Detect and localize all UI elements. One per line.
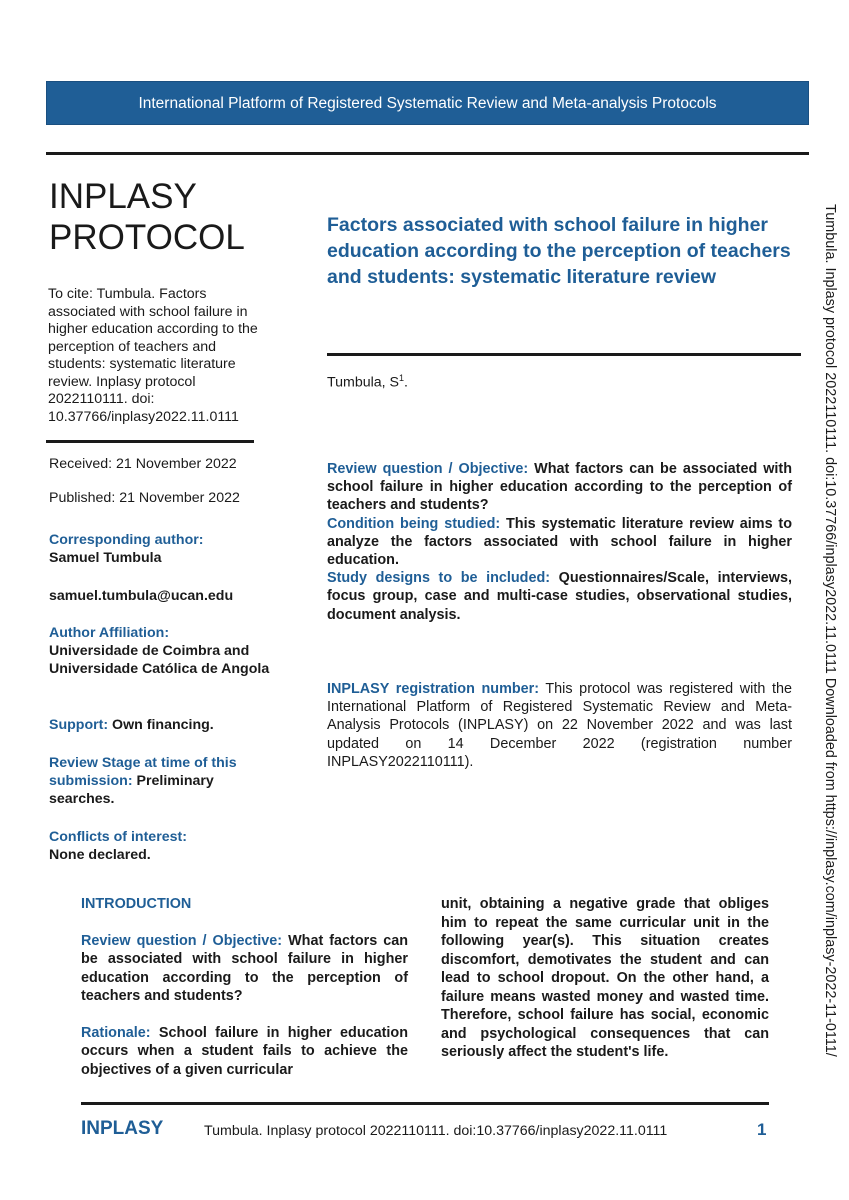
author-end: . — [404, 374, 408, 391]
logo-line-2: PROTOCOL — [49, 218, 245, 257]
summary-condition — [327, 515, 792, 570]
article-title: Factors associated with school failure in higher education according to the perception of teachers and students: systematic literature review — [327, 214, 791, 288]
support-label: Support: — [49, 717, 109, 733]
summary-condition-text: This systematic literature review aims to analyze the factors associated with school failure in higher education. — [327, 515, 792, 569]
summary-question-text: What factors can be associated with school failure in higher education according to the perception of teachers and students? — [327, 461, 793, 514]
affiliation-value: Universidade de Coimbra and Universidade Católica de Angola — [49, 643, 270, 677]
support-value: Own financing. — [108, 717, 214, 733]
review-stage-label: Review Stage at time of this submission: — [49, 755, 237, 789]
review-stage-value: Preliminary searches. — [49, 773, 214, 807]
introduction-column-right: unit, obtaining a negative grade that obliges him to repeat the same curricular unit in the following year(s). This situation creates discomfort, demotivates the student and can lead to school dropout. On the other hand, a failure means wasted money and wasted time. Therefore, school failure has social, economic and psychological consequences that can seriously affect the student's life. — [441, 896, 769, 1060]
intro-question-text: What factors can be associated with school failure in higher education according to the perception of teachers and students? — [81, 932, 409, 1004]
summary-designs — [327, 569, 792, 624]
page-number: 1 — [757, 1120, 767, 1139]
author-email[interactable]: samuel.tumbula@ucan.edu — [49, 588, 234, 604]
intro-question — [81, 932, 408, 1006]
registration-block — [327, 680, 792, 771]
author-affiliation-marker: 1 — [399, 373, 405, 383]
author-list — [327, 373, 408, 391]
summary-question — [327, 460, 792, 515]
published-date: Published: 21 November 2022 — [49, 490, 240, 506]
summary-designs-label: Study designs to be included: — [327, 570, 551, 587]
left-divider — [46, 440, 254, 443]
footer-brand: INPLASY — [81, 1118, 164, 1139]
corresponding-author-label: Corresponding author: — [49, 532, 204, 548]
journal-banner: International Platform of Registered Systematic Review and Meta-analysis Protocols — [46, 81, 809, 125]
support-block — [49, 716, 289, 734]
affiliation-label: Author Affiliation: — [49, 625, 170, 641]
registration-label: INPLASY registration number: — [327, 681, 540, 697]
top-divider — [46, 152, 809, 155]
summary-designs-text: Questionnaires/Scale, interviews, focus group, case and multi-case studies, observational studies, document analysis. — [327, 570, 792, 623]
author-name: Tumbula, S — [327, 374, 400, 391]
intro-rationale — [81, 1024, 408, 1080]
conflicts-value: None declared. — [49, 847, 151, 863]
review-stage-block — [49, 754, 271, 808]
author-affiliation-block — [49, 624, 289, 678]
footer-citation: Tumbula. Inplasy protocol 2022110111. doi:10.37766/inplasy2022.11.0111 — [204, 1123, 668, 1139]
intro-question-label: Review question / Objective: — [81, 932, 283, 949]
protocol-summary — [327, 460, 792, 624]
received-date: Received: 21 November 2022 — [49, 456, 237, 472]
citation-block: To cite: Tumbula. Factors associated with school failure in higher education according to the perception of teachers and students: systematic literature review. Inplasy protocol 2022110111. doi: 10.37766/inplasy2022.11.0111 — [48, 286, 258, 425]
conflicts-block — [49, 828, 289, 864]
corresponding-author-block — [49, 531, 289, 567]
footer-divider — [81, 1102, 769, 1105]
intro-rationale-text: School failure in higher education occurs when a student fails to achieve the objectives of a given curricular — [81, 1024, 408, 1078]
protocol-logo — [49, 176, 245, 258]
download-side-note: Tumbula. Inplasy protocol 2022110111. doi:10.37766/inplasy2022.11.0111 Downloaded from https://inplasy.com/inplasy-2022-11-0111/ — [822, 204, 838, 1057]
logo-line-1: INPLASY — [49, 177, 197, 216]
summary-condition-label: Condition being studied: — [327, 515, 501, 532]
introduction-column-left — [81, 895, 408, 1097]
conflicts-label: Conflicts of interest: — [49, 829, 187, 845]
intro-rationale-label: Rationale: — [81, 1024, 151, 1041]
registration-text: This protocol was registered with the International Platform of Registered Systematic Review and Meta-Analysis Protocols (INPLASY) on 22 November 2022 and was last updated on 14 December 2022 (registration number INPLASY2022110111). — [327, 681, 792, 770]
title-divider — [327, 353, 801, 356]
introduction-heading: INTRODUCTION — [81, 896, 192, 912]
corresponding-author-name: Samuel Tumbula — [49, 550, 162, 566]
summary-question-label: Review question / Objective: — [327, 461, 529, 477]
